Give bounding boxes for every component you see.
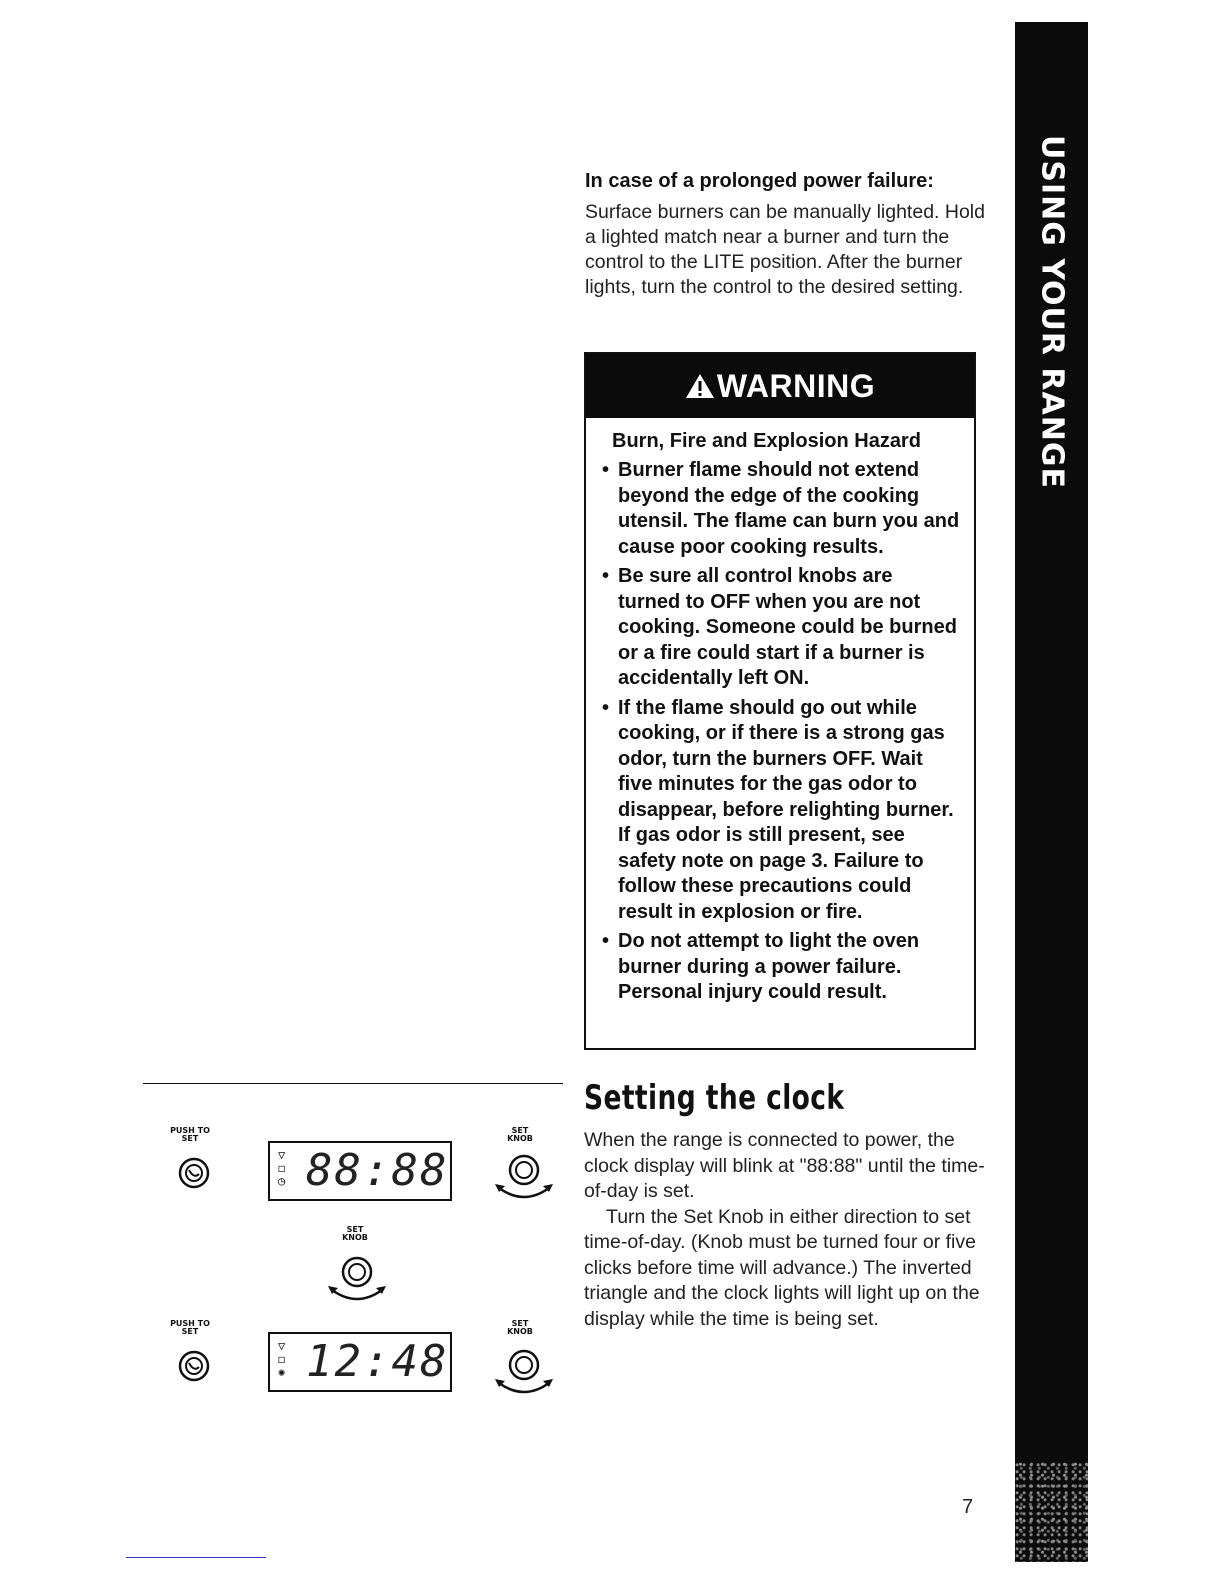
bullet-icon: • bbox=[602, 696, 610, 719]
set-knob-label: SET KNOB bbox=[507, 1126, 533, 1143]
clock-paragraph-2: Turn the Set Knob in either direction to set time-of-day. (Knob must be turned four or five clicks before time will advance.) The inverted triangle and the clock lights will light up on the display while the time is being set. bbox=[584, 1205, 980, 1330]
clock-paragraph-1: When the range is connected to power, the clock display will blink at "88:88" until the time-of-day is set. bbox=[584, 1129, 985, 1202]
footer-underline bbox=[126, 1557, 266, 1558]
push-button-icon bbox=[178, 1157, 210, 1189]
bullet-icon: • bbox=[602, 459, 610, 481]
set-knob-label: SET KNOB bbox=[507, 1319, 533, 1336]
side-tab bbox=[1015, 22, 1088, 1562]
set-knob-label: SET KNOB bbox=[342, 1225, 368, 1242]
section-divider bbox=[143, 1083, 563, 1084]
display-digits: 12:48 bbox=[306, 1336, 449, 1387]
warning-header bbox=[586, 354, 974, 418]
clock-display bbox=[268, 1141, 452, 1201]
warning-item: • If the flame should go out while cooking, or if there is a strong gas odor, turn the burners OFF. Wait five minutes for the gas odor to disappear, before relighting burner. If gas odor is still present, see safety note on page 3. Failure to follow these precautions could result in explosion or fire. bbox=[602, 696, 954, 923]
clock-display bbox=[268, 1332, 452, 1392]
push-button-icon bbox=[178, 1350, 210, 1382]
warning-item: • Do not attempt to light the oven burner during a power failure. Personal injury could result. bbox=[602, 930, 920, 1003]
warning-title: WARNING bbox=[716, 367, 876, 404]
set-knob-icon bbox=[326, 1252, 388, 1308]
clock-heading: Setting the clock bbox=[584, 1078, 845, 1118]
warning-subtitle: Burn, Fire and Explosion Hazard bbox=[612, 430, 921, 452]
bullet-icon: • bbox=[602, 565, 610, 587]
warning-item: • Be sure all control knobs are turned to OFF when you are not cooking. Someone could be burned or a fire could start if a burner is accidentally left ON. bbox=[602, 565, 957, 689]
clock-body bbox=[584, 1128, 994, 1332]
side-tab-label: USING YOUR RANGE bbox=[1034, 135, 1069, 489]
power-failure-heading: In case of a prolonged power failure: bbox=[585, 170, 934, 192]
display-digits: 88:88 bbox=[306, 1145, 449, 1196]
set-knob-icon bbox=[493, 1150, 555, 1206]
page-number: 7 bbox=[962, 1496, 974, 1518]
push-to-set-label: PUSH TO SET bbox=[170, 1319, 210, 1336]
warning-triangle-icon bbox=[685, 373, 715, 399]
warning-item: • Burner flame should not extend beyond the edge of the cooking utensil. The flame can burn you and cause poor cooking results. bbox=[602, 459, 960, 558]
set-knob-icon bbox=[493, 1345, 555, 1401]
display-symbols: ▽ ◻ ✺ bbox=[278, 1339, 286, 1379]
warning-box bbox=[584, 352, 976, 1050]
power-failure-body: Surface burners can be manually lighted. Hold a lighted match near a burner and turn the control to the LITE position. After the burner lights, turn the control to the desired setting. bbox=[585, 201, 985, 298]
push-to-set-label: PUSH TO SET bbox=[170, 1126, 210, 1143]
display-symbols: ▽ ◻ ◷ bbox=[278, 1148, 286, 1188]
warning-list bbox=[600, 458, 960, 1010]
bullet-icon: • bbox=[602, 930, 610, 952]
side-tab-speckle bbox=[1015, 1462, 1088, 1562]
